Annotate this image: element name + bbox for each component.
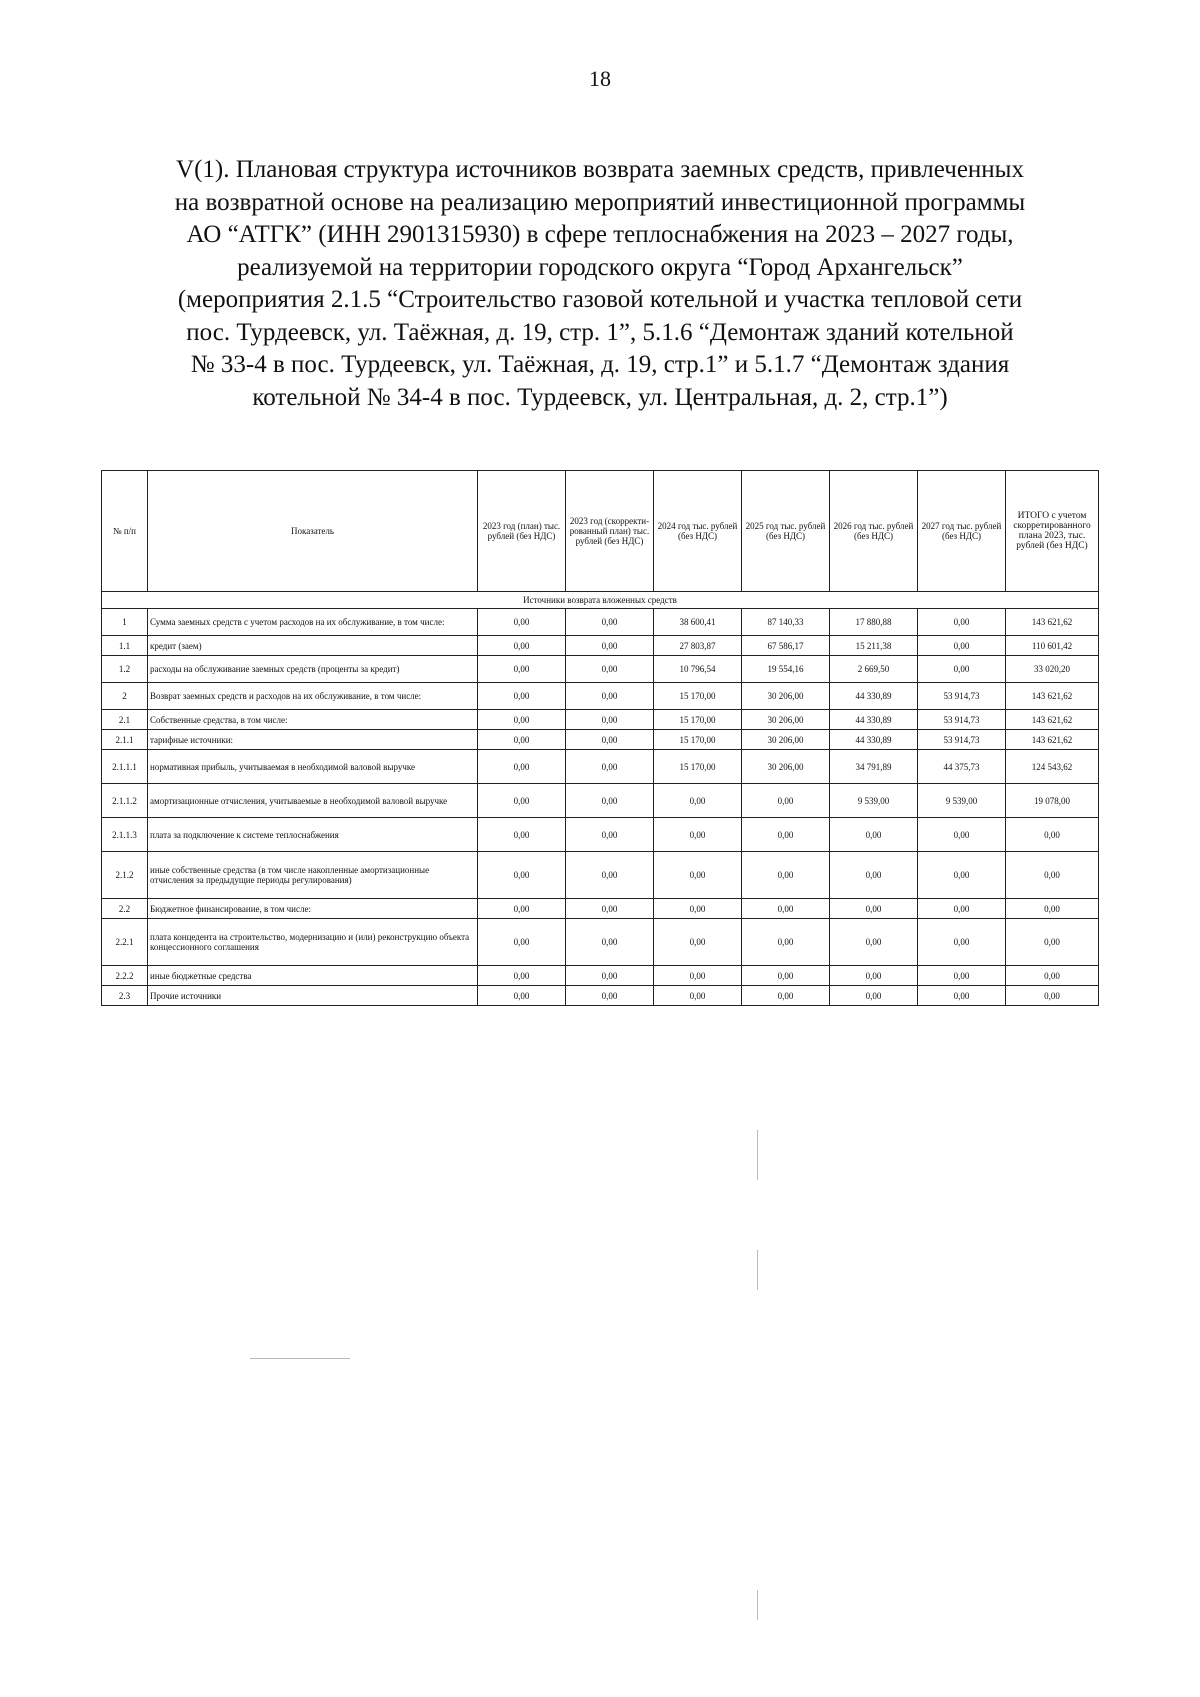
- row-value: 2 669,50: [830, 656, 918, 683]
- table-header-row: [102, 471, 1099, 592]
- row-value: 0,00: [566, 683, 654, 710]
- table-row: [102, 784, 1099, 818]
- header-total: ИТОГО с учетом скорретированного плана 2023, тыс. рублей (без НДС): [1006, 471, 1099, 592]
- row-value: 44 375,73: [918, 750, 1006, 784]
- row-value: 0,00: [566, 636, 654, 656]
- row-value: 0,00: [654, 899, 742, 919]
- title-line: пос. Турдеевск, ул. Таёжная, д. 19, стр. 1”, 5.1.6 “Демонтаж зданий котельной: [186, 318, 1014, 346]
- table-row: [102, 899, 1099, 919]
- row-value: 15 170,00: [654, 730, 742, 750]
- row-label: Возврат заемных средств и расходов на их обслуживание, в том числе:: [148, 683, 478, 710]
- row-value: 0,00: [478, 609, 566, 636]
- row-value: 0,00: [1006, 919, 1099, 966]
- scan-speck: [250, 1358, 350, 1359]
- row-value: 143 621,62: [1006, 710, 1099, 730]
- row-value: 0,00: [566, 656, 654, 683]
- row-number: 2: [102, 683, 148, 710]
- row-label: Прочие источники: [148, 986, 478, 1006]
- row-value: 0,00: [478, 852, 566, 899]
- table-row: [102, 818, 1099, 852]
- row-label: Собственные средства, в том числе:: [148, 710, 478, 730]
- table-row: [102, 609, 1099, 636]
- row-value: 0,00: [478, 636, 566, 656]
- section-title: Источники возврата вложенных средств: [102, 592, 1099, 609]
- row-value: 0,00: [566, 750, 654, 784]
- header-indicator: Показатель: [148, 471, 478, 592]
- row-label: амортизационные отчисления, учитываемые в необходимой валовой выручке: [148, 784, 478, 818]
- row-number: 1.1: [102, 636, 148, 656]
- header-2024: 2024 год тыс. рублей (без НДС): [654, 471, 742, 592]
- row-value: 9 539,00: [918, 784, 1006, 818]
- row-value: 0,00: [478, 683, 566, 710]
- row-number: 2.1.1.1: [102, 750, 148, 784]
- row-value: 0,00: [566, 609, 654, 636]
- row-value: 44 330,89: [830, 710, 918, 730]
- row-value: 53 914,73: [918, 730, 1006, 750]
- row-value: 9 539,00: [830, 784, 918, 818]
- row-number: 2.1.1.3: [102, 818, 148, 852]
- row-value: 0,00: [478, 750, 566, 784]
- table-row: [102, 730, 1099, 750]
- table-row: [102, 710, 1099, 730]
- row-value: 0,00: [830, 919, 918, 966]
- row-value: 110 601,42: [1006, 636, 1099, 656]
- row-value: 0,00: [654, 986, 742, 1006]
- row-value: 0,00: [654, 919, 742, 966]
- row-value: 0,00: [918, 818, 1006, 852]
- row-label: расходы на обслуживание заемных средств (проценты за кредит): [148, 656, 478, 683]
- row-value: 0,00: [918, 852, 1006, 899]
- row-number: 1.2: [102, 656, 148, 683]
- table-row: [102, 919, 1099, 966]
- row-value: 0,00: [1006, 818, 1099, 852]
- row-value: 33 020,20: [1006, 656, 1099, 683]
- row-value: 0,00: [918, 966, 1006, 986]
- row-value: 0,00: [478, 899, 566, 919]
- row-number: 2.1.1.2: [102, 784, 148, 818]
- row-value: 0,00: [742, 966, 830, 986]
- row-value: 30 206,00: [742, 730, 830, 750]
- row-value: 0,00: [742, 784, 830, 818]
- row-value: 0,00: [478, 966, 566, 986]
- title-line: № 33-4 в пос. Турдеевск, ул. Таёжная, д. 19, стр.1” и 5.1.7 “Демонтаж здания: [190, 351, 1010, 378]
- row-value: 0,00: [478, 710, 566, 730]
- row-number: 1: [102, 609, 148, 636]
- row-label: плата за подключение к системе теплоснабжения: [148, 818, 478, 852]
- row-value: 0,00: [830, 818, 918, 852]
- row-number: 2.2.1: [102, 919, 148, 966]
- row-value: 15 170,00: [654, 683, 742, 710]
- row-value: 0,00: [566, 986, 654, 1006]
- row-value: 0,00: [918, 656, 1006, 683]
- row-value: 87 140,33: [742, 609, 830, 636]
- row-value: 30 206,00: [742, 750, 830, 784]
- scan-speck: [757, 1130, 758, 1180]
- header-2023-plan: 2023 год (план) тыс. рублей (без НДС): [478, 471, 566, 592]
- page-number: 18: [589, 66, 611, 91]
- row-number: 2.2: [102, 899, 148, 919]
- title-line: АО “АТГК” (ИНН 2901315930) в сфере теплоснабжения на 2023 – 2027 годы,: [186, 221, 1014, 248]
- row-value: 53 914,73: [918, 683, 1006, 710]
- row-value: 15 170,00: [654, 710, 742, 730]
- row-value: 0,00: [1006, 966, 1099, 986]
- row-value: 0,00: [742, 852, 830, 899]
- row-value: 0,00: [830, 899, 918, 919]
- row-label: Сумма заемных средств с учетом расходов на их обслуживание, в том числе:: [148, 609, 478, 636]
- row-value: 0,00: [830, 852, 918, 899]
- title-line: на возвратной основе на реализацию мероприятий инвестиционной программы: [174, 188, 1026, 216]
- row-value: 0,00: [566, 784, 654, 818]
- row-value: 0,00: [742, 919, 830, 966]
- row-label: плата концедента на строительство, модернизацию и (или) реконструкцию объекта концессионного соглашения: [148, 919, 478, 966]
- row-value: 10 796,54: [654, 656, 742, 683]
- row-value: 0,00: [566, 919, 654, 966]
- row-label: Бюджетное финансирование, в том числе:: [148, 899, 478, 919]
- row-value: 0,00: [918, 609, 1006, 636]
- header-2023-adjusted: 2023 год (скорректи-рованный план) тыс. рублей (без НДС): [566, 471, 654, 592]
- row-value: 0,00: [478, 784, 566, 818]
- row-value: 0,00: [742, 899, 830, 919]
- title-line: котельной № 34-4 в пос. Турдеевск, ул. Центральная, д. 2, стр.1”): [252, 383, 948, 411]
- row-value: 143 621,62: [1006, 683, 1099, 710]
- table-row: [102, 750, 1099, 784]
- section-row: [102, 592, 1099, 609]
- table-row: [102, 986, 1099, 1006]
- header-2027: 2027 год тыс. рублей (без НДС): [918, 471, 1006, 592]
- row-label: нормативная прибыль, учитываемая в необходимой валовой выручке: [148, 750, 478, 784]
- row-value: 0,00: [830, 986, 918, 1006]
- row-label: иные собственные средства (в том числе накопленные амортизационные отчисления за предыдущие периоды регулирования): [148, 852, 478, 899]
- row-value: 0,00: [654, 784, 742, 818]
- row-number: 2.1.1: [102, 730, 148, 750]
- table-row: [102, 636, 1099, 656]
- row-value: 30 206,00: [742, 683, 830, 710]
- title-line: (мероприятия 2.1.5 “Строительство газовой котельной и участка тепловой сети: [177, 286, 1023, 313]
- row-value: 67 586,17: [742, 636, 830, 656]
- row-number: 2.1.2: [102, 852, 148, 899]
- row-label: кредит (заем): [148, 636, 478, 656]
- row-value: 0,00: [918, 919, 1006, 966]
- row-value: 53 914,73: [918, 710, 1006, 730]
- row-value: 15 211,38: [830, 636, 918, 656]
- title-line: реализуемой на территории городского округа “Город Архангельск”: [237, 253, 963, 281]
- row-value: 0,00: [918, 899, 1006, 919]
- table-row: [102, 852, 1099, 899]
- row-value: 0,00: [654, 818, 742, 852]
- row-value: 0,00: [478, 986, 566, 1006]
- row-value: 0,00: [566, 899, 654, 919]
- row-value: 124 543,62: [1006, 750, 1099, 784]
- row-value: 0,00: [654, 852, 742, 899]
- row-value: 19 554,16: [742, 656, 830, 683]
- row-number: 2.2.2: [102, 966, 148, 986]
- row-label: тарифные источники:: [148, 730, 478, 750]
- row-value: 0,00: [918, 636, 1006, 656]
- header-2025: 2025 год тыс. рублей (без НДС): [742, 471, 830, 592]
- document-title: [110, 154, 1090, 414]
- funding-sources-table: [101, 470, 1099, 1006]
- row-value: 0,00: [478, 919, 566, 966]
- row-value: 27 803,87: [654, 636, 742, 656]
- row-value: 0,00: [654, 966, 742, 986]
- row-value: 0,00: [830, 966, 918, 986]
- row-value: 0,00: [918, 986, 1006, 1006]
- row-value: 0,00: [566, 852, 654, 899]
- row-number: 2.1: [102, 710, 148, 730]
- row-value: 143 621,62: [1006, 730, 1099, 750]
- row-value: 38 600,41: [654, 609, 742, 636]
- title-line: V(1). Плановая структура источников возврата заемных средств, привлеченных: [176, 156, 1024, 183]
- row-value: 34 791,89: [830, 750, 918, 784]
- row-value: 0,00: [566, 966, 654, 986]
- row-value: 0,00: [566, 818, 654, 852]
- row-value: 0,00: [1006, 852, 1099, 899]
- row-value: 0,00: [742, 986, 830, 1006]
- row-value: 143 621,62: [1006, 609, 1099, 636]
- header-num: № п/п: [102, 471, 148, 592]
- scan-speck: [757, 1250, 758, 1290]
- header-2026: 2026 год тыс. рублей (без НДС): [830, 471, 918, 592]
- table-row: [102, 656, 1099, 683]
- row-value: 0,00: [478, 818, 566, 852]
- row-value: 0,00: [566, 730, 654, 750]
- row-value: 0,00: [478, 730, 566, 750]
- row-value: 19 078,00: [1006, 784, 1099, 818]
- row-label: иные бюджетные средства: [148, 966, 478, 986]
- table-row: [102, 966, 1099, 986]
- row-value: 0,00: [742, 818, 830, 852]
- row-value: 0,00: [478, 656, 566, 683]
- row-value: 0,00: [1006, 986, 1099, 1006]
- row-value: 44 330,89: [830, 730, 918, 750]
- row-number: 2.3: [102, 986, 148, 1006]
- row-value: 30 206,00: [742, 710, 830, 730]
- row-value: 0,00: [1006, 899, 1099, 919]
- table-row: [102, 683, 1099, 710]
- scan-speck: [757, 1590, 758, 1620]
- row-value: 0,00: [566, 710, 654, 730]
- row-value: 17 880,88: [830, 609, 918, 636]
- row-value: 44 330,89: [830, 683, 918, 710]
- row-value: 15 170,00: [654, 750, 742, 784]
